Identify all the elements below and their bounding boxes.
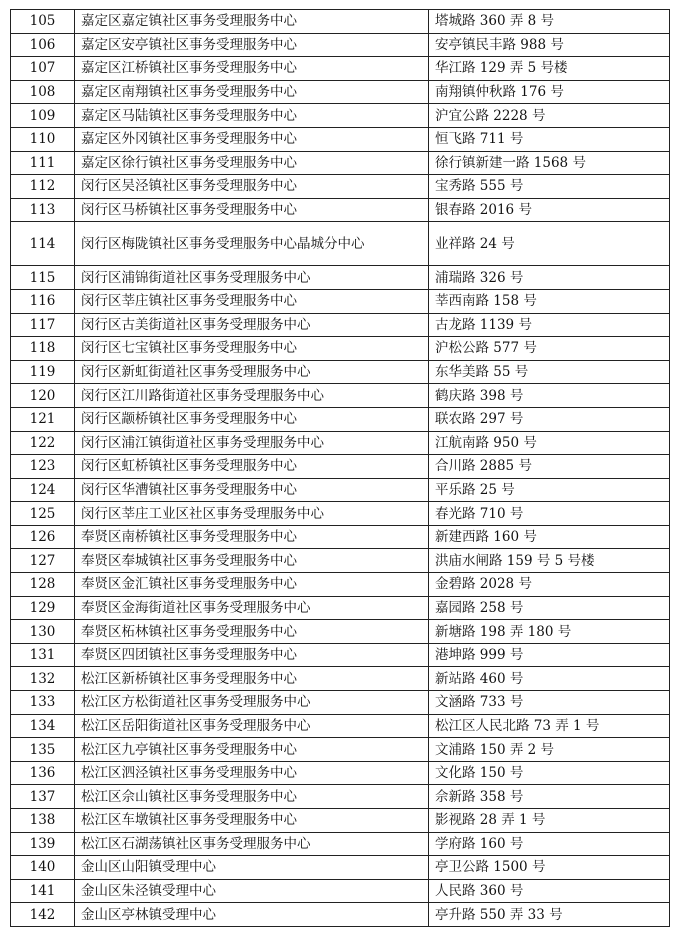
service-center-name: 嘉定区江桥镇社区事务受理服务中心 — [75, 57, 429, 81]
table-row — [11, 151, 670, 175]
row-number: 133 — [11, 691, 75, 715]
table-row — [11, 761, 670, 785]
table-row — [11, 127, 670, 151]
table-row — [11, 266, 670, 290]
table-row — [11, 903, 670, 927]
table-row — [11, 478, 670, 502]
table-row — [11, 455, 670, 479]
row-number: 129 — [11, 596, 75, 620]
service-center-name: 嘉定区徐行镇社区事务受理服务中心 — [75, 151, 429, 175]
row-number: 119 — [11, 360, 75, 384]
table-row — [11, 573, 670, 597]
service-center-name: 闵行区吴泾镇社区事务受理服务中心 — [75, 175, 429, 199]
service-center-name: 奉贤区柘林镇社区事务受理服务中心 — [75, 620, 429, 644]
table-row — [11, 596, 670, 620]
service-center-address: 华江路 129 弄 5 号楼 — [429, 57, 670, 81]
row-number: 142 — [11, 903, 75, 927]
table-row — [11, 104, 670, 128]
table-row — [11, 10, 670, 34]
row-number: 122 — [11, 431, 75, 455]
service-center-name: 嘉定区南翔镇社区事务受理服务中心 — [75, 80, 429, 104]
service-center-address: 新塘路 198 弄 180 号 — [429, 620, 670, 644]
service-center-address: 文浦路 150 弄 2 号 — [429, 738, 670, 762]
service-center-name: 闵行区虹桥镇社区事务受理服务中心 — [75, 455, 429, 479]
service-center-name: 奉贤区四团镇社区事务受理服务中心 — [75, 643, 429, 667]
service-center-name: 嘉定区嘉定镇社区事务受理服务中心 — [75, 10, 429, 34]
row-number: 118 — [11, 337, 75, 361]
service-center-address: 佘新路 358 号 — [429, 785, 670, 809]
table-row — [11, 879, 670, 903]
table-row — [11, 80, 670, 104]
row-number: 105 — [11, 10, 75, 34]
service-center-address: 鹤庆路 398 号 — [429, 384, 670, 408]
service-center-name: 闵行区江川路街道社区事务受理服务中心 — [75, 384, 429, 408]
table-row — [11, 667, 670, 691]
row-number: 109 — [11, 104, 75, 128]
service-center-address: 塔城路 360 弄 8 号 — [429, 10, 670, 34]
service-center-address: 嘉园路 258 号 — [429, 596, 670, 620]
service-center-name: 闵行区马桥镇社区事务受理服务中心 — [75, 198, 429, 222]
row-number: 125 — [11, 502, 75, 526]
row-number: 124 — [11, 478, 75, 502]
row-number: 131 — [11, 643, 75, 667]
service-center-address: 平乐路 25 号 — [429, 478, 670, 502]
service-center-name: 松江区车墩镇社区事务受理服务中心 — [75, 809, 429, 833]
service-center-address: 联农路 297 号 — [429, 407, 670, 431]
service-center-name: 闵行区梅陇镇社区事务受理服务中心晶城分中心 — [75, 222, 429, 266]
service-center-address: 洪庙水闸路 159 号 5 号楼 — [429, 549, 670, 573]
service-center-address: 浦瑞路 326 号 — [429, 266, 670, 290]
service-center-name: 松江区新桥镇社区事务受理服务中心 — [75, 667, 429, 691]
table-row — [11, 431, 670, 455]
service-center-name: 奉贤区奉城镇社区事务受理服务中心 — [75, 549, 429, 573]
service-center-address: 安亭镇民丰路 988 号 — [429, 33, 670, 57]
table-row — [11, 620, 670, 644]
row-number: 126 — [11, 525, 75, 549]
service-center-name: 闵行区七宝镇社区事务受理服务中心 — [75, 337, 429, 361]
row-number: 140 — [11, 856, 75, 880]
row-number: 137 — [11, 785, 75, 809]
service-center-name: 闵行区浦锦街道社区事务受理服务中心 — [75, 266, 429, 290]
service-center-name: 金山区山阳镇受理中心 — [75, 856, 429, 880]
row-number: 117 — [11, 313, 75, 337]
service-center-name: 松江区石湖荡镇社区事务受理服务中心 — [75, 832, 429, 856]
service-center-name: 闵行区莘庄镇社区事务受理服务中心 — [75, 289, 429, 313]
row-number: 127 — [11, 549, 75, 573]
service-center-name: 奉贤区金海街道社区事务受理服务中心 — [75, 596, 429, 620]
table-row — [11, 360, 670, 384]
service-center-address: 业祥路 24 号 — [429, 222, 670, 266]
table-row — [11, 222, 670, 266]
row-number: 121 — [11, 407, 75, 431]
service-center-name: 松江区泗泾镇社区事务受理服务中心 — [75, 761, 429, 785]
service-center-address: 文涵路 733 号 — [429, 691, 670, 715]
service-center-name: 闵行区莘庄工业区社区事务受理服务中心 — [75, 502, 429, 526]
service-center-name: 奉贤区金汇镇社区事务受理服务中心 — [75, 573, 429, 597]
service-center-address: 古龙路 1139 号 — [429, 313, 670, 337]
service-center-address: 恒飞路 711 号 — [429, 127, 670, 151]
service-center-name: 金山区朱泾镇受理中心 — [75, 879, 429, 903]
row-number: 139 — [11, 832, 75, 856]
service-center-name: 奉贤区南桥镇社区事务受理服务中心 — [75, 525, 429, 549]
table-row — [11, 289, 670, 313]
table-row — [11, 502, 670, 526]
row-number: 123 — [11, 455, 75, 479]
service-center-address: 徐行镇新建一路 1568 号 — [429, 151, 670, 175]
table-row — [11, 198, 670, 222]
row-number: 138 — [11, 809, 75, 833]
service-center-address: 金碧路 2028 号 — [429, 573, 670, 597]
row-number: 136 — [11, 761, 75, 785]
table-row — [11, 738, 670, 762]
table-row — [11, 525, 670, 549]
service-center-name: 松江区岳阳街道社区事务受理服务中心 — [75, 714, 429, 738]
table-row — [11, 691, 670, 715]
table-row — [11, 407, 670, 431]
service-center-name: 闵行区新虹街道社区事务受理服务中心 — [75, 360, 429, 384]
table-body — [11, 10, 670, 927]
row-number: 108 — [11, 80, 75, 104]
service-center-address: 合川路 2885 号 — [429, 455, 670, 479]
service-center-address: 松江区人民北路 73 弄 1 号 — [429, 714, 670, 738]
row-number: 113 — [11, 198, 75, 222]
service-center-name: 闵行区颛桥镇社区事务受理服务中心 — [75, 407, 429, 431]
service-center-address: 亭卫公路 1500 号 — [429, 856, 670, 880]
service-center-address: 人民路 360 号 — [429, 879, 670, 903]
service-center-name: 闵行区浦江镇街道社区事务受理服务中心 — [75, 431, 429, 455]
table-row — [11, 714, 670, 738]
row-number: 130 — [11, 620, 75, 644]
service-center-address: 新建西路 160 号 — [429, 525, 670, 549]
service-center-address: 新站路 460 号 — [429, 667, 670, 691]
service-center-address: 春光路 710 号 — [429, 502, 670, 526]
table-row — [11, 643, 670, 667]
row-number: 135 — [11, 738, 75, 762]
service-center-address: 沪宜公路 2228 号 — [429, 104, 670, 128]
service-center-address: 银春路 2016 号 — [429, 198, 670, 222]
service-center-name: 松江区九亭镇社区事务受理服务中心 — [75, 738, 429, 762]
row-number: 120 — [11, 384, 75, 408]
table-row — [11, 785, 670, 809]
service-center-name: 松江区佘山镇社区事务受理服务中心 — [75, 785, 429, 809]
row-number: 134 — [11, 714, 75, 738]
service-center-address: 东华美路 55 号 — [429, 360, 670, 384]
row-number: 132 — [11, 667, 75, 691]
service-center-name: 金山区亭林镇受理中心 — [75, 903, 429, 927]
row-number: 115 — [11, 266, 75, 290]
service-center-address: 莘西南路 158 号 — [429, 289, 670, 313]
service-center-address: 南翔镇仲秋路 176 号 — [429, 80, 670, 104]
table-row — [11, 809, 670, 833]
row-number: 107 — [11, 57, 75, 81]
service-center-address: 亭升路 550 弄 33 号 — [429, 903, 670, 927]
service-center-address: 文化路 150 号 — [429, 761, 670, 785]
service-center-table — [10, 9, 670, 927]
row-number: 128 — [11, 573, 75, 597]
service-center-address: 沪松公路 577 号 — [429, 337, 670, 361]
table-row — [11, 549, 670, 573]
row-number: 106 — [11, 33, 75, 57]
table-row — [11, 175, 670, 199]
service-center-address: 港坤路 999 号 — [429, 643, 670, 667]
table-row — [11, 856, 670, 880]
table-row — [11, 313, 670, 337]
row-number: 111 — [11, 151, 75, 175]
table-row — [11, 832, 670, 856]
service-center-name: 嘉定区外冈镇社区事务受理服务中心 — [75, 127, 429, 151]
service-center-address: 学府路 160 号 — [429, 832, 670, 856]
service-center-address: 宝秀路 555 号 — [429, 175, 670, 199]
service-center-address: 影视路 28 弄 1 号 — [429, 809, 670, 833]
service-center-name: 嘉定区安亭镇社区事务受理服务中心 — [75, 33, 429, 57]
service-center-name: 嘉定区马陆镇社区事务受理服务中心 — [75, 104, 429, 128]
row-number: 116 — [11, 289, 75, 313]
row-number: 110 — [11, 127, 75, 151]
service-center-name: 松江区方松街道社区事务受理服务中心 — [75, 691, 429, 715]
row-number: 112 — [11, 175, 75, 199]
table-row — [11, 33, 670, 57]
row-number: 141 — [11, 879, 75, 903]
table-row — [11, 57, 670, 81]
table-row — [11, 337, 670, 361]
service-center-name: 闵行区华漕镇社区事务受理服务中心 — [75, 478, 429, 502]
service-center-address: 江航南路 950 号 — [429, 431, 670, 455]
row-number: 114 — [11, 222, 75, 266]
service-center-name: 闵行区古美街道社区事务受理服务中心 — [75, 313, 429, 337]
table-row — [11, 384, 670, 408]
